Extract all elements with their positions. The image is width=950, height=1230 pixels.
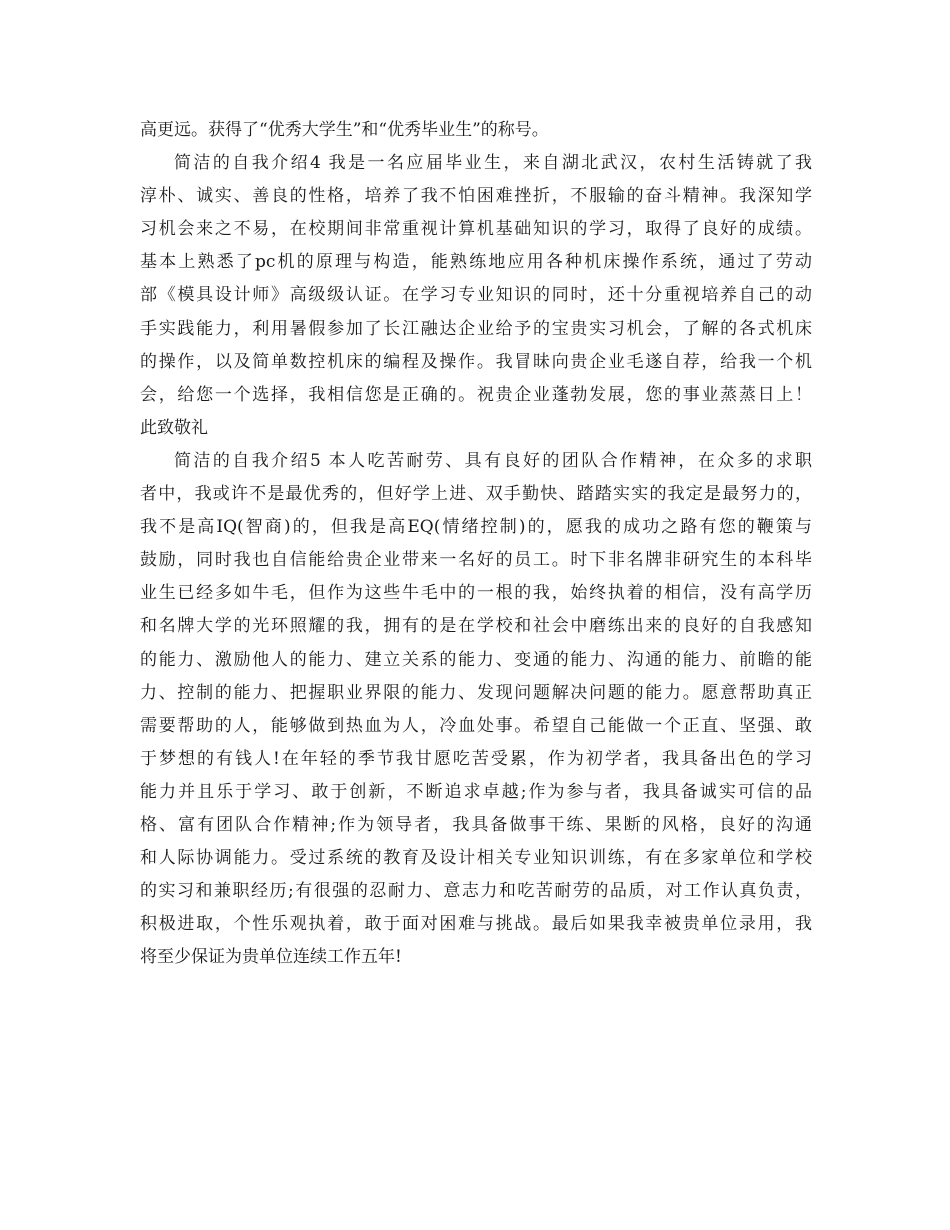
text-line: 和人际协调能力。受过系统的教育及设计相关专业知识训练，有在多家单位和学校 [140,848,812,869]
text-line: 的实习和兼职经历;有很强的忍耐力、意志力和吃苦耐劳的品质，对工作认真负责， [140,881,812,902]
text-line: 和名牌大学的光环照耀的我，拥有的是在学校和社会中磨练出来的良好的自我感知 [140,616,812,637]
text-line: 积极进取，个性乐观执着，敢于面对困难与挑战。最后如果我幸被贵单位录用，我 [140,914,812,935]
text-line: 部《模具设计师》高级级认证。在学习专业知识的同时，还十分重视培养自己的动 [140,285,812,306]
text-line: 习机会来之不易，在校期间非常重视计算机基础知识的学习，取得了良好的成绩。 [140,219,812,240]
text-line: 简洁的自我介绍4 我是一名应届毕业生，来自湖北武汉，农村生活铸就了我 [174,153,812,174]
text-line: 需要帮助的人，能够做到热血为人，冷血处事。希望自己能做一个正直、坚强、敢 [140,715,812,736]
text-line: 高更远。获得了“优秀大学生”和“优秀毕业生”的称号。 [140,120,549,140]
text-line: 淳朴、诚实、善良的性格，培养了我不怕困难挫折，不服输的奋斗精神。我深知学 [140,186,812,207]
text-line: 鼓励，同时我也自信能给贵企业带来一名好的员工。时下非名牌非研究生的本科毕 [140,550,812,571]
text-line: 的操作，以及简单数控机床的编程及操作。我冒昧向贵企业毛遂自荐，给我一个机 [140,351,812,372]
text-line: 将至少保证为贵单位连续工作五年! [140,947,402,968]
text-line: 业生已经多如牛毛，但作为这些牛毛中的一根的我，始终执着的相信，没有高学历 [140,583,812,604]
text-line: 基本上熟悉了pc机的原理与构造，能熟练地应用各种机床操作系统，通过了劳动 [140,252,812,273]
text-line: 的能力、激励他人的能力、建立关系的能力、变通的能力、沟通的能力、前瞻的能 [140,649,812,670]
text-line: 于梦想的有钱人!在年轻的季节我甘愿吃苦受累，作为初学者，我具备出色的学习 [140,748,812,769]
text-line: 手实践能力，利用暑假参加了长江融达企业给予的宝贵实习机会，了解的各式机床 [140,318,812,339]
text-line: 者中，我或许不是最优秀的，但好学上进、双手勤快、踏踏实实的我定是最努力的， [140,484,812,505]
text-line: 力、控制的能力、把握职业界限的能力、发现问题解决问题的能力。愿意帮助真正 [140,682,812,703]
text-line: 此致敬礼 [140,417,208,438]
text-line: 我不是高IQ(智商)的，但我是高EQ(情绪控制)的，愿我的成功之路有您的鞭策与 [140,517,812,538]
text-line: 格、富有团队合作精神;作为领导者，我具备做事干练、果断的风格，良好的沟通 [140,814,812,835]
text-line: 能力并且乐于学习、敢于创新，不断追求卓越;作为参与者，我具备诚实可信的品 [140,781,812,802]
document-body [140,114,812,974]
text-line: 会，给您一个选择，我相信您是正确的。祝贵企业蓬勃发展，您的事业蒸蒸日上！ [140,384,812,405]
text-line: 简洁的自我介绍5 本人吃苦耐劳、具有良好的团队合作精神，在众多的求职 [174,450,812,471]
